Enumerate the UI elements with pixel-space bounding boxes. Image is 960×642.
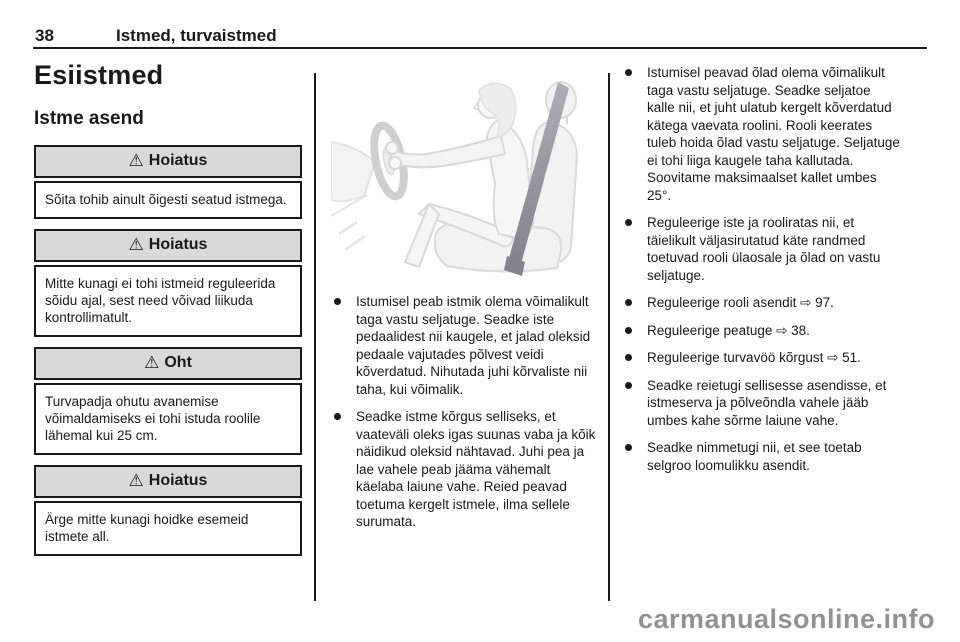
list-item (622, 214, 902, 284)
list-item-cross-reference (622, 322, 902, 340)
bullet-text: Reguleerige rooli asendit ⇨ 97. (647, 295, 834, 310)
warning-triangle-icon: ⚠ (128, 151, 144, 170)
warning-box-header (34, 465, 302, 498)
subsection-title: Istme asend (34, 108, 144, 129)
page-number: 38 (35, 26, 54, 45)
section-title: Esiistmed (34, 60, 164, 90)
warning-box (34, 145, 302, 219)
seat-position-list (331, 293, 597, 531)
list-item (331, 293, 597, 398)
chapter-title: Istmed, turvaistmed (116, 26, 277, 45)
middle-column (331, 64, 597, 541)
list-item (331, 408, 597, 531)
bullet-text: Reguleerige peatuge ⇨ 38. (647, 322, 810, 338)
list-item-cross-reference (622, 349, 902, 367)
list-item (622, 439, 902, 474)
warning-box-title: Hoiatus (148, 152, 208, 169)
list-item-cross-reference (622, 294, 902, 312)
right-column (622, 64, 902, 484)
warning-box (34, 229, 302, 337)
danger-box (34, 347, 302, 455)
watermark: carmanualsonline.info (637, 604, 935, 634)
danger-box-title: Oht (164, 354, 192, 371)
column-divider (314, 73, 316, 601)
warning-box-title: Hoiatus (148, 472, 208, 489)
list-item (622, 377, 902, 430)
seat-position-list-continued (622, 64, 902, 474)
bullet-text: Seadke nimmetugi nii, et see toetab selgroo loomulikku asendit. (647, 440, 862, 473)
left-column (34, 60, 302, 566)
warning-box-header (34, 229, 302, 262)
list-item (622, 64, 902, 204)
warning-box-body: Ärge mitte kunagi hoidke esemeid istmete all. (34, 501, 302, 556)
bullet-text: Istumisel peab istmik olema võimalikult taga vastu seljatuge. Seadke iste pedaalidest nii kaugele, et jalad oleksid pedaale vajutades põlvest veidi kõverdatud. Nihutada juhi kõrvaliste nii taha, kui võimalik. (356, 294, 591, 397)
driver-seating-illustration (331, 64, 597, 280)
header-rule (33, 47, 927, 49)
warning-box (34, 465, 302, 556)
bullet-text: Seadke reietugi sellisesse asendisse, et istmeserva ja põlveõndla vahele jääb umbes kahe sõrme laiune vahe. (647, 377, 887, 428)
column-divider (608, 73, 610, 601)
warning-box-title: Hoiatus (148, 236, 208, 253)
warning-triangle-icon: ⚠ (128, 235, 144, 254)
warning-box-header (34, 145, 302, 178)
bullet-text: Seadke istme kõrgus selliseks, et vaateväli oleks igas suunas vaba ja kõik näidikud oleksid nähtavad. Juhi pea ja lae vahele peab jääma vähemalt käelaba laiune vahe. Reied peavad toetuma kergelt istmele, ilma sellele surumata. (356, 409, 596, 529)
warning-box-body: Sõita tohib ainult õigesti seatud istmega. (34, 181, 302, 219)
warning-triangle-icon: ⚠ (144, 353, 160, 372)
danger-box-body: Turvapadja ohutu avanemise võimaldamiseks ei tohi istuda roolile lähemal kui 25 cm. (34, 383, 302, 455)
warning-box-body: Mitte kunagi ei tohi istmeid reguleerida sõidu ajal, sest need võivad liikuda kontrollimatult. (34, 265, 302, 337)
bullet-text: Reguleerige iste ja rooliratas nii, et täielikult väljasirutatud käte randmed toetuvad rooli ülaosale ja õlad on vastu seljatuge. (647, 215, 881, 283)
danger-box-header (34, 347, 302, 380)
bullet-text: Istumisel peavad õlad olema võimalikult taga vastu seljatuge. Seadke seljatoe kalle nii, et juht ulatub kergelt kõverdatud kätega vaevata roolini. Rooli keerates tuleb hoida õlad vastu seljatuge. Seljatuge ei tohi liiga kaugele taha kallutada. Soovitame maksimaalset kallet umbes 25°. (647, 65, 900, 203)
bullet-text: Reguleerige turvavöö kõrgust ⇨ 51. (647, 350, 861, 365)
warning-triangle-icon: ⚠ (128, 471, 144, 490)
